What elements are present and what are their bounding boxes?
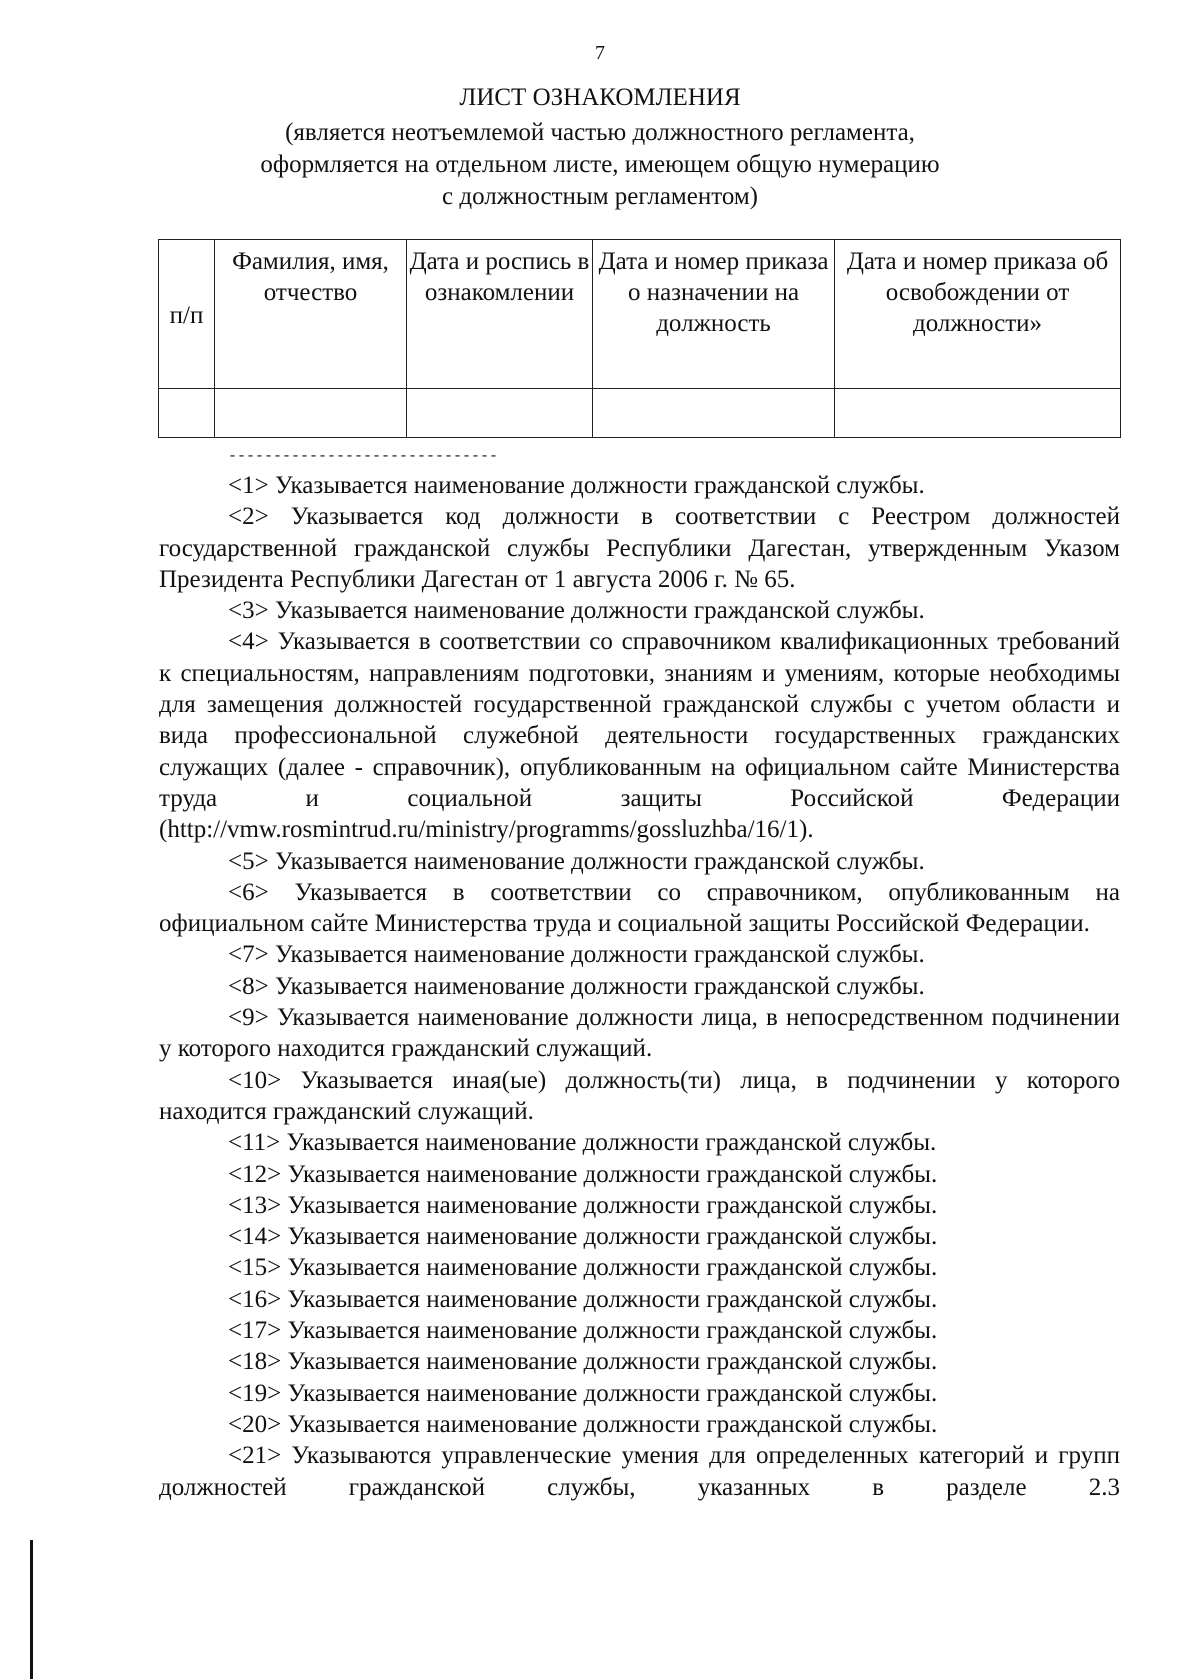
footnote: <16> Указывается наименование должности гражданской службы. xyxy=(228,1285,938,1313)
header-dismissal-order: Дата и номер приказа об освобождении от должности» xyxy=(835,240,1121,389)
footnote: <2> Указывается код должности в соответствии с Реестром должностей государственной гражданской службы Республики Дагестан, утвержденным Указом Президента Республики Дагестан от 1 августа 2006 г. № 65. xyxy=(159,503,1120,593)
footnote: <14> Указывается наименование должности гражданской службы. xyxy=(228,1223,938,1251)
footnote: <1> Указывается наименование должности гражданской службы. xyxy=(228,472,925,499)
footnote-separator: ------------------------------ xyxy=(228,448,499,465)
document-title: ЛИСТ ОЗНАКОМЛЕНИЯ xyxy=(459,84,741,111)
footnote: <3> Указывается наименование должности гражданской службы. xyxy=(228,597,925,625)
page-number: 7 xyxy=(595,42,605,64)
footnote: <19> Указывается наименование должности гражданской службы. xyxy=(228,1379,938,1407)
footnote: <9> Указывается наименование должности лица, в непосредственном подчинении у которого находится гражданский служащий. xyxy=(159,1004,1120,1063)
footnote: <17> Указывается наименование должности гражданской службы. xyxy=(228,1317,938,1345)
table-cell xyxy=(593,389,835,438)
footnote: <20> Указывается наименование должности гражданской службы. xyxy=(228,1410,938,1438)
scan-edge-mark xyxy=(30,1540,33,1679)
footnotes xyxy=(159,470,1120,1503)
table-cell xyxy=(159,389,215,438)
footnote: <7> Указывается наименование должности гражданской службы. xyxy=(228,941,925,969)
document-subtitle xyxy=(0,117,1200,213)
header-number: п/п xyxy=(159,240,215,389)
footnote: <11> Указывается наименование должности гражданской службы. xyxy=(228,1129,937,1157)
header-date-signature: Дата и роспись в ознакомлении xyxy=(407,240,593,389)
acknowledgement-table xyxy=(158,239,1121,438)
footnote: <6> Указывается в соответствии со справочником, опубликованным на официальном сайте Министерства труда и социальной защиты Российской Федерации. xyxy=(159,878,1120,938)
footnote: <18> Указывается наименование должности гражданской службы. xyxy=(228,1348,938,1376)
footnote: <5> Указывается наименование должности гражданской службы. xyxy=(228,847,925,875)
table-cell xyxy=(407,389,593,438)
header-appointment-order: Дата и номер приказа о назначении на должность xyxy=(593,240,835,389)
table-row xyxy=(159,389,1121,438)
subtitle-line: оформляется на отдельном листе, имеющем общую нумерацию xyxy=(260,151,940,178)
footnote: <13> Указывается наименование должности гражданской службы. xyxy=(228,1191,938,1219)
footnote: <4> Указывается в соответствии со справочником квалификационных требований к специальностям, направлениям подготовки, знаниям и умениям, которые необходимы для замещения должностей государственной гражданской службы с учетом области и вида профессиональной служебной деятельности государственных гражданских служащих (далее - справочник), опубликованным на официальном сайте Министерства труда и социальной защиты Российской Федерации (http://vmw.rosmintrud.ru/ministry/programms/gossluzhba/16/1). xyxy=(159,628,1120,844)
subtitle-line: с должностным регламентом) xyxy=(442,183,758,210)
footnote: <8> Указывается наименование должности гражданской службы. xyxy=(228,972,925,1000)
header-full-name: Фамилия, имя, отчество xyxy=(215,240,407,389)
table-cell xyxy=(215,389,407,438)
table-cell xyxy=(835,389,1121,438)
subtitle-line: (является неотъемлемой частью должностного регламента, xyxy=(285,119,915,146)
footnote: <12> Указывается наименование должности гражданской службы. xyxy=(228,1160,938,1188)
footnote: <10> Указывается иная(ые) должность(ти) лица, в подчинении у которого находится гражданский служащий. xyxy=(159,1066,1120,1125)
footnote: <21> Указываются управленческие умения для определенных категорий и групп должностей гражданской службы, указанных в разделе 2.3 xyxy=(159,1442,1120,1501)
table-header-row xyxy=(159,240,1121,389)
footnote: <15> Указывается наименование должности гражданской службы. xyxy=(228,1254,938,1282)
